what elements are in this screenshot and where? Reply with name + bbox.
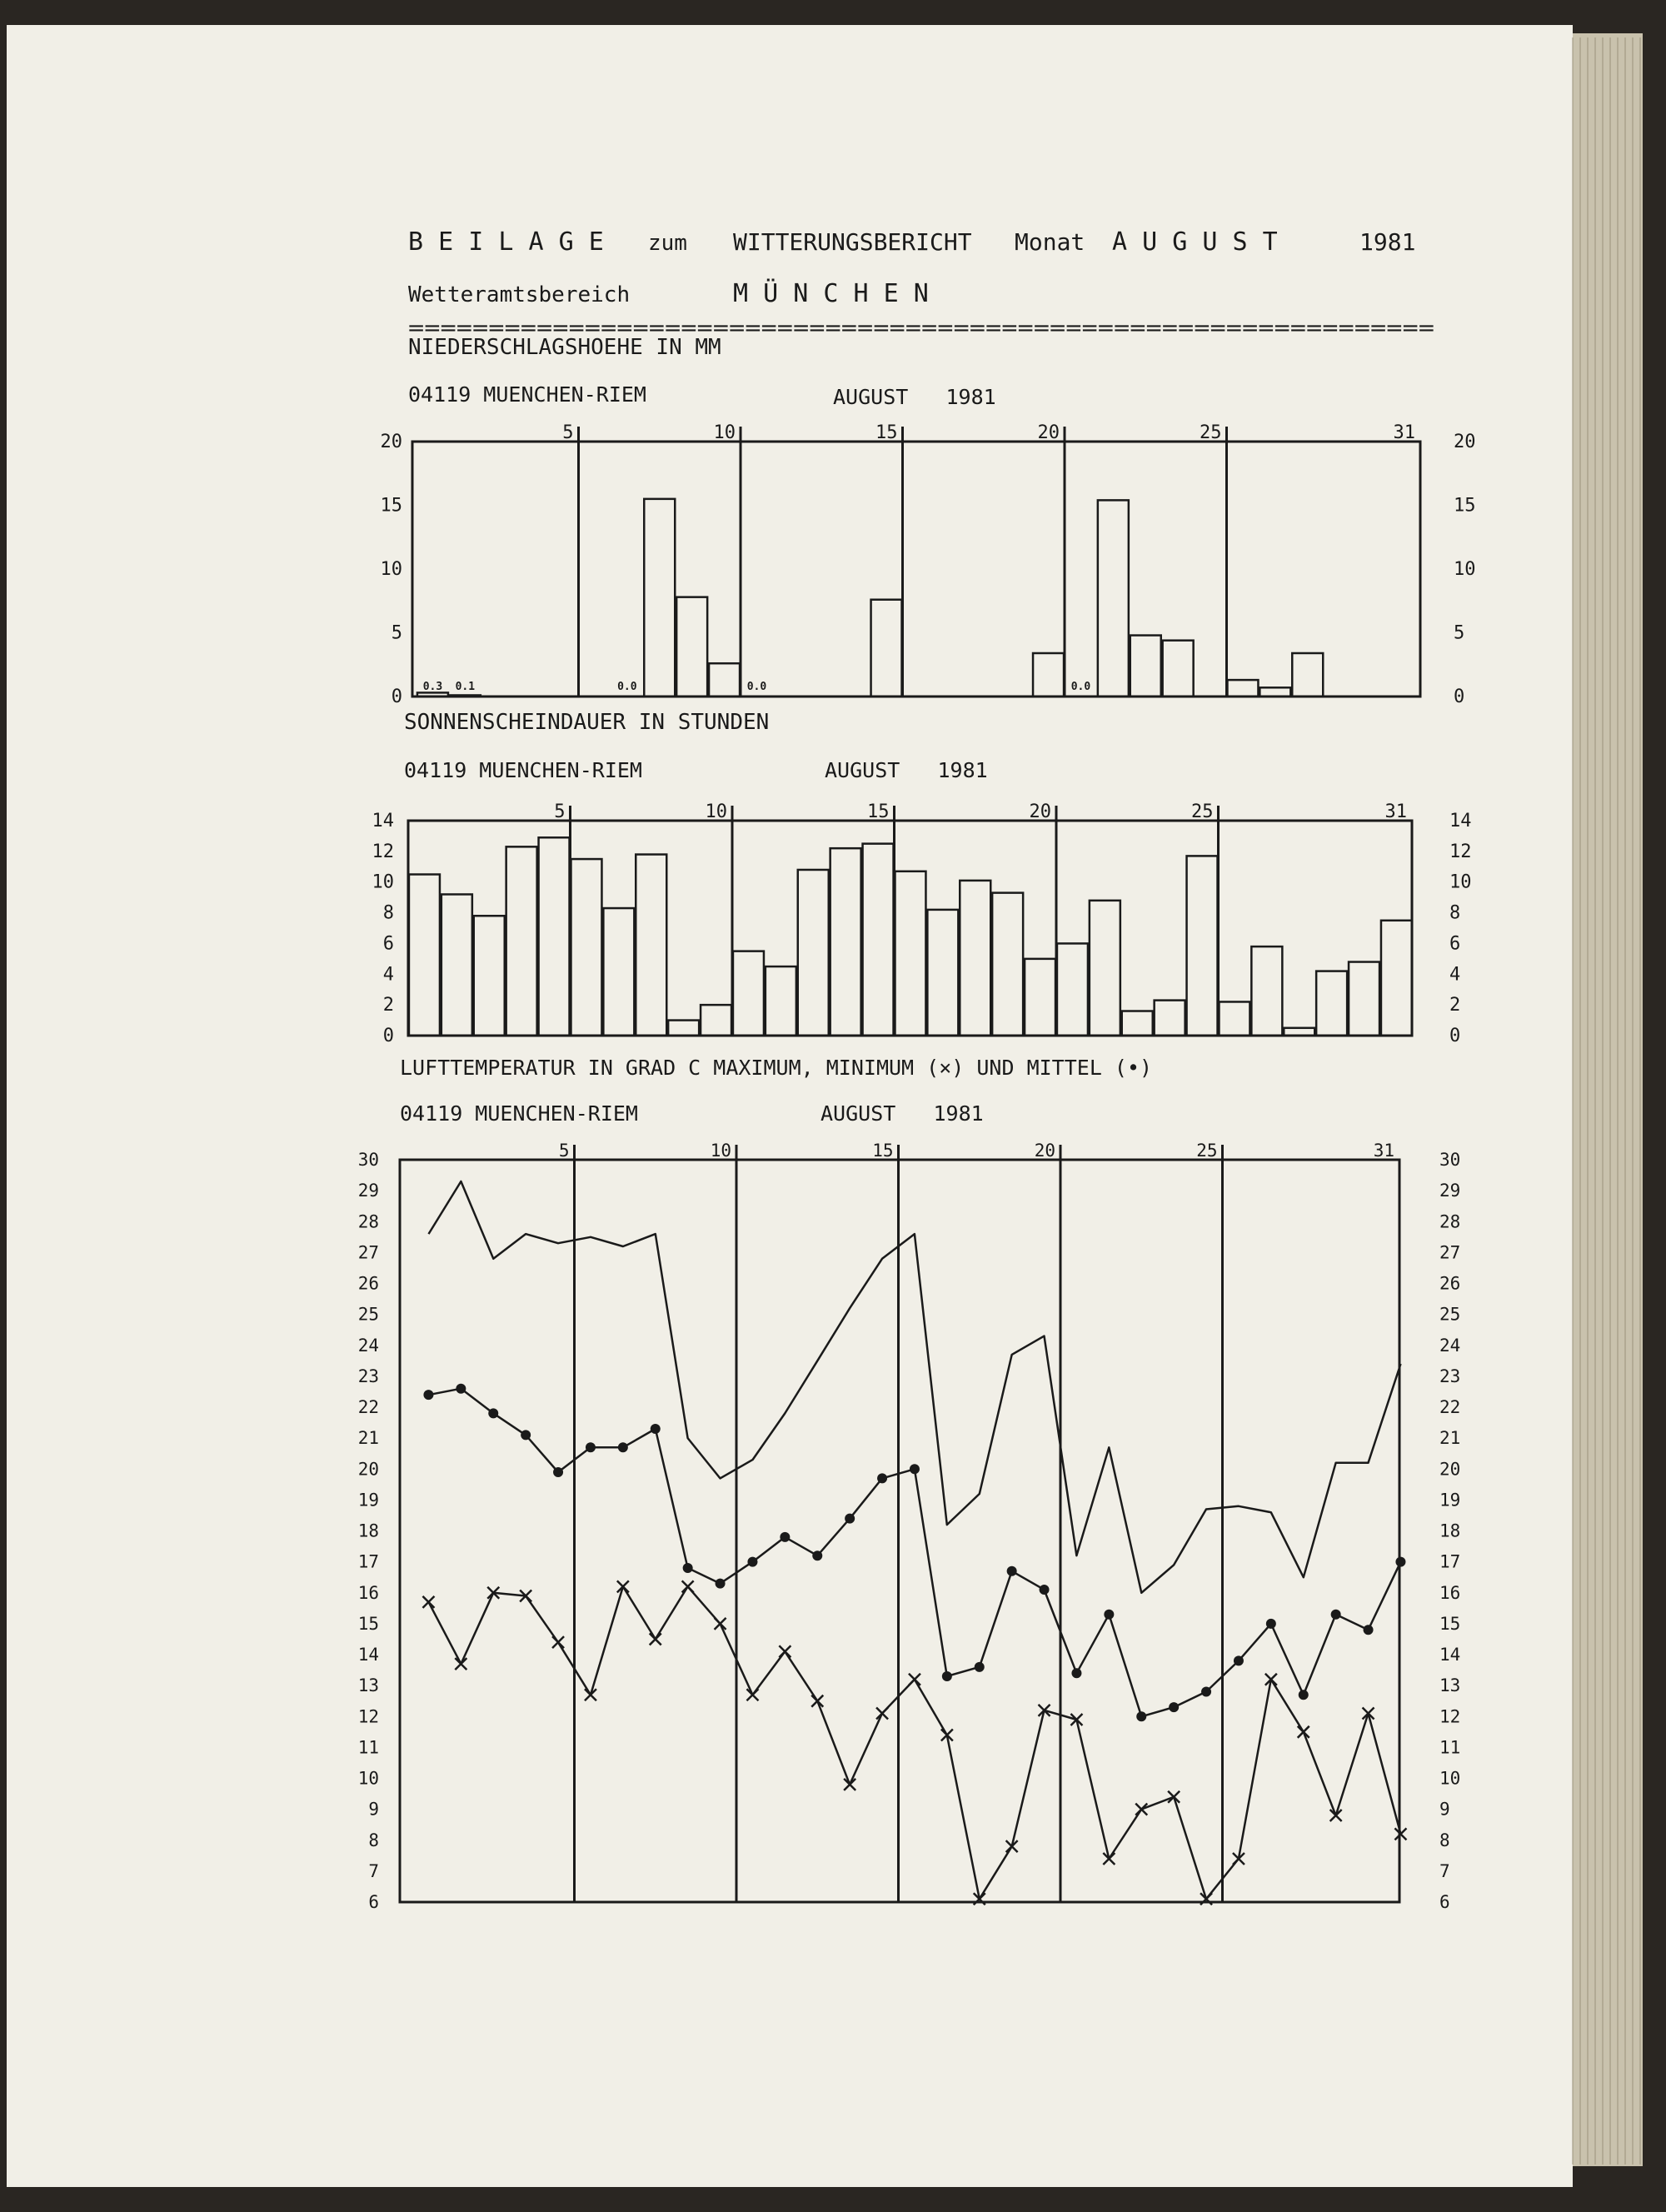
temp-y-tick-right: 12 (1439, 1706, 1461, 1727)
precip-y-tick-right: 5 (1454, 622, 1465, 644)
sun-station: 04119 MUENCHEN-RIEM (404, 758, 642, 782)
precip-day-marker-label: 10 (713, 422, 736, 443)
sun-y-tick-left: 14 (372, 811, 394, 831)
temp-y-tick-left: 28 (357, 1211, 379, 1232)
sun-y-tick-right: 2 (1449, 995, 1461, 1016)
precip-y-tick-left: 20 (380, 432, 402, 452)
header-year: 1981 (1359, 228, 1416, 256)
temp-day-marker-label: 31 (1373, 1141, 1394, 1161)
temp-y-tick-left: 26 (357, 1273, 379, 1294)
precip-value-label: 0.0 (617, 681, 637, 693)
temp-mittel-point (747, 1557, 757, 1567)
temp-y-tick-left: 13 (357, 1675, 379, 1696)
precip-day-marker-label: 31 (1393, 422, 1415, 443)
precip-day-marker-label: 20 (1037, 422, 1060, 443)
sun-y-tick-left: 8 (382, 902, 394, 924)
temp-day-marker-label: 5 (558, 1141, 570, 1161)
temp-y-tick-left: 20 (357, 1459, 379, 1480)
temp-mittel-point (1234, 1655, 1244, 1665)
sun-day-marker-label: 5 (554, 801, 566, 822)
temp-mittel-point (845, 1514, 855, 1524)
temp-mittel-point (877, 1473, 887, 1483)
sun-y-tick-left: 12 (372, 841, 394, 862)
temp-y-tick-left: 7 (368, 1860, 379, 1881)
temp-y-tick-left: 6 (368, 1892, 379, 1912)
temp-y-tick-left: 24 (357, 1335, 379, 1356)
precip-y-tick-right: 15 (1454, 495, 1476, 517)
precip-bar (450, 695, 481, 697)
sun-day-marker-label: 10 (705, 801, 727, 822)
precip-day-marker-label: 15 (875, 422, 898, 443)
temp-mittel-point (651, 1424, 661, 1434)
sun-y-tick-right: 10 (1449, 871, 1472, 893)
temp-y-tick-right: 7 (1439, 1860, 1450, 1881)
precip-y-tick-right: 0 (1454, 687, 1465, 707)
temp-y-tick-left: 19 (357, 1490, 379, 1510)
temp-day-marker-label: 15 (872, 1141, 894, 1161)
temp-y-tick-right: 19 (1439, 1490, 1461, 1510)
temp-y-tick-right: 14 (1439, 1645, 1461, 1665)
sun-y-tick-right: 0 (1449, 1026, 1461, 1046)
sun-period: AUGUST 1981 (825, 758, 988, 782)
temp-mittel-point (716, 1579, 726, 1589)
header-witterungsbericht: WITTERUNGSBERICHT (733, 228, 972, 256)
precip-value-label: 0.0 (1070, 681, 1091, 693)
temp-y-tick-right: 15 (1439, 1613, 1461, 1634)
temp-y-tick-right: 28 (1439, 1211, 1461, 1232)
temp-y-tick-left: 11 (357, 1737, 379, 1758)
temp-y-tick-right: 13 (1439, 1675, 1461, 1696)
temp-mittel-point (1136, 1711, 1146, 1721)
temp-y-tick-right: 16 (1439, 1582, 1461, 1603)
temp-y-tick-left: 15 (357, 1613, 379, 1634)
precip-value-label: 0.3 (422, 681, 443, 693)
temp-y-tick-right: 21 (1439, 1428, 1461, 1449)
temp-y-tick-right: 22 (1439, 1397, 1461, 1417)
temp-mittel-point (975, 1662, 985, 1672)
temp-y-tick-right: 30 (1439, 1150, 1461, 1170)
sun-y-tick-left: 0 (382, 1026, 394, 1046)
temp-y-tick-right: 20 (1439, 1459, 1461, 1480)
temp-period: AUGUST 1981 (821, 1101, 984, 1126)
temp-y-tick-left: 16 (357, 1582, 379, 1603)
temp-y-tick-right: 8 (1439, 1830, 1450, 1850)
sun-y-tick-right: 8 (1449, 902, 1461, 924)
temp-y-tick-right: 26 (1439, 1273, 1461, 1294)
sun-y-tick-left: 2 (382, 995, 394, 1016)
temp-mittel-point (488, 1408, 498, 1418)
temp-mittel-point (1299, 1690, 1309, 1700)
temp-mittel-point (942, 1671, 952, 1681)
sun-y-tick-left: 10 (372, 871, 394, 893)
temp-mittel-point (586, 1442, 596, 1452)
sun-day-marker-label: 20 (1029, 801, 1051, 822)
precip-period: AUGUST 1981 (833, 385, 996, 409)
sun-y-tick-left: 6 (382, 933, 394, 955)
temp-y-tick-left: 8 (368, 1830, 379, 1850)
temp-mittel-point (521, 1430, 531, 1440)
temp-mittel-point (456, 1384, 466, 1394)
precip-day-marker-label: 25 (1200, 422, 1222, 443)
temp-mittel-point (1331, 1610, 1341, 1620)
sun-y-tick-right: 6 (1449, 933, 1461, 955)
header-rule: ================================================================ (408, 316, 1434, 340)
temp-y-tick-right: 23 (1439, 1366, 1461, 1386)
temp-y-tick-left: 30 (357, 1150, 379, 1170)
temp-y-tick-right: 18 (1439, 1520, 1461, 1541)
temp-y-tick-left: 14 (357, 1645, 379, 1665)
temp-day-marker-label: 25 (1196, 1141, 1218, 1161)
temp-y-tick-left: 21 (357, 1428, 379, 1449)
temp-y-tick-right: 6 (1439, 1892, 1450, 1912)
sun-title: SONNENSCHEINDAUER IN STUNDEN (404, 710, 770, 735)
temp-y-tick-right: 10 (1439, 1768, 1461, 1789)
temp-y-tick-left: 29 (357, 1181, 379, 1201)
temp-y-tick-left: 9 (368, 1799, 379, 1820)
precip-y-tick-left: 0 (391, 687, 402, 707)
temp-station: 04119 MUENCHEN-RIEM (400, 1101, 638, 1126)
sun-day-marker-label: 31 (1384, 801, 1407, 822)
temp-y-tick-left: 27 (357, 1242, 379, 1263)
temp-mittel-point (780, 1532, 790, 1542)
temp-y-tick-right: 17 (1439, 1551, 1461, 1572)
precip-y-tick-left: 15 (380, 495, 402, 517)
temp-mittel-point (1007, 1566, 1017, 1576)
precip-y-tick-left: 10 (380, 559, 402, 580)
precip-y-tick-right: 10 (1454, 559, 1476, 580)
temp-y-tick-right: 29 (1439, 1181, 1461, 1201)
header-zum: zum (648, 231, 687, 256)
sun-y-tick-right: 4 (1449, 964, 1461, 986)
temp-y-tick-left: 23 (357, 1366, 379, 1386)
precip-day-marker-label: 5 (562, 422, 574, 443)
temp-y-tick-left: 17 (357, 1551, 379, 1572)
precip-y-tick-left: 5 (391, 622, 402, 644)
sun-y-tick-right: 14 (1449, 811, 1472, 831)
temp-y-tick-left: 12 (357, 1706, 379, 1727)
temp-mittel-point (1169, 1702, 1179, 1712)
temp-y-tick-left: 10 (357, 1768, 379, 1789)
precip-title: NIEDERSCHLAGSHOEHE IN MM (408, 335, 721, 360)
temp-y-tick-right: 27 (1439, 1242, 1461, 1263)
page-sheet (7, 25, 1573, 2187)
temp-mittel-point (618, 1442, 628, 1452)
precip-station: 04119 MUENCHEN-RIEM (408, 382, 646, 407)
temp-mittel-point (1364, 1625, 1374, 1635)
temp-y-tick-left: 22 (357, 1397, 379, 1417)
temp-y-tick-right: 25 (1439, 1304, 1461, 1325)
header-beilage: B E I L A G E (408, 227, 604, 257)
sun-y-tick-left: 4 (382, 964, 394, 986)
precip-y-tick-right: 20 (1454, 432, 1476, 452)
temp-mittel-point (1071, 1668, 1081, 1678)
temp-mittel-point (910, 1464, 920, 1474)
temp-day-marker-label: 20 (1034, 1141, 1055, 1161)
temp-y-tick-right: 9 (1439, 1799, 1450, 1820)
header-bereich-value: M Ü N C H E N (733, 279, 929, 308)
temp-mittel-point (1266, 1619, 1276, 1629)
sun-day-marker-label: 25 (1191, 801, 1214, 822)
temp-y-tick-left: 25 (357, 1304, 379, 1325)
temp-y-tick-right: 11 (1439, 1737, 1461, 1758)
header-monat: Monat (1015, 228, 1085, 256)
temp-mittel-point (683, 1563, 693, 1573)
temp-y-tick-right: 24 (1439, 1335, 1461, 1356)
temp-day-marker-label: 10 (710, 1141, 731, 1161)
temp-mittel-point (1201, 1687, 1211, 1697)
header-month: A U G U S T (1112, 227, 1278, 257)
temp-mittel-point (553, 1467, 563, 1477)
temp-mittel-point (1104, 1610, 1114, 1620)
sun-day-marker-label: 15 (867, 801, 890, 822)
temp-y-tick-left: 18 (357, 1520, 379, 1541)
temp-title: LUFTTEMPERATUR IN GRAD C MAXIMUM, MINIMUM (×) UND MITTEL (•) (400, 1056, 1153, 1080)
temp-mittel-point (1040, 1585, 1050, 1595)
header-bereich-label: Wetteramtsbereich (408, 282, 631, 307)
temp-mittel-point (812, 1550, 822, 1560)
temp-mittel-point (423, 1390, 433, 1400)
precip-value-label: 0.1 (455, 681, 476, 693)
precip-value-label: 0.0 (746, 681, 767, 693)
sun-y-tick-right: 12 (1449, 841, 1472, 862)
temp-mittel-point (1395, 1557, 1405, 1567)
